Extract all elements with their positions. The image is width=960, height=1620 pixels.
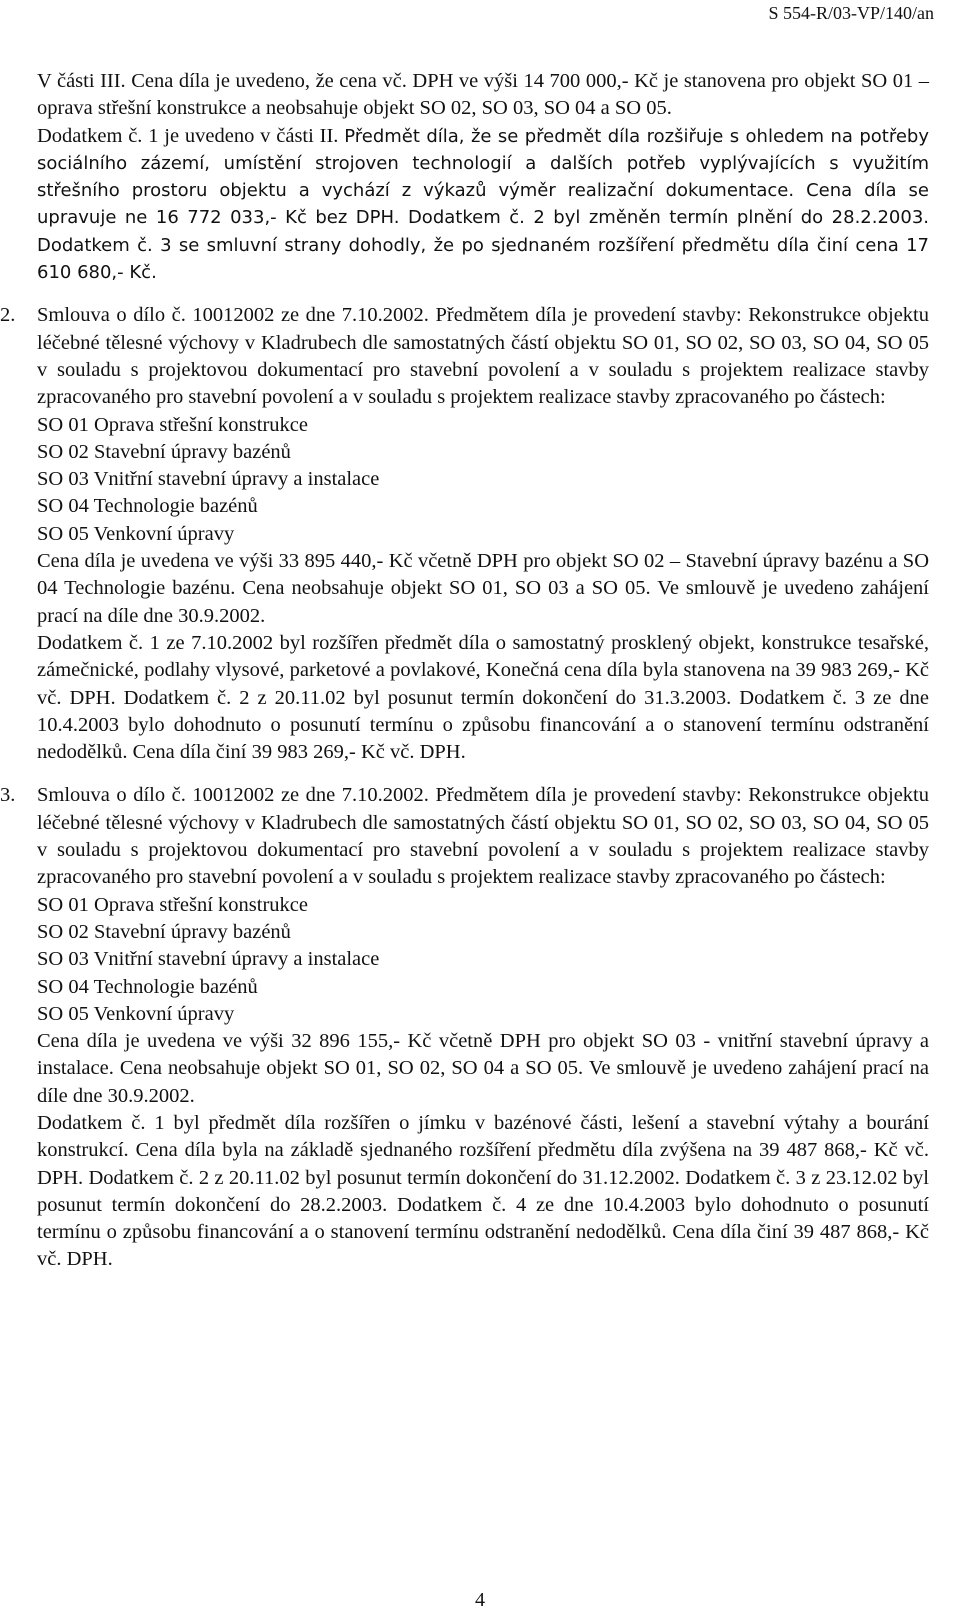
list-item: SO 04 Technologie bazénů <box>37 495 258 518</box>
intro-paragraph-1: V části III. Cena díla je uvedeno, že cena vč. DPH ve výši 14 700 000,- Kč je stanovena pro objekt SO 01 – oprava střešní konstrukce a neobsahuje objekt SO 02, SO 03, SO 04 a SO 05. <box>37 70 929 120</box>
intro-paragraph-2 <box>37 123 929 287</box>
item-body <box>37 782 929 1273</box>
list-item: SO 05 Venkovní úpravy <box>37 1002 235 1025</box>
building-object-list <box>37 412 929 548</box>
amendments-paragraph: Dodatkem č. 1 ze 7.10.2002 byl rozšířen předmět díla o samostatný prosklený objekt, konstrukce tesařské, zámečnické, podlahy vlysové, parketové a povlakové, Konečná cena díla byla stanovena na 39 983 269,- Kč vč. DPH. Dodatkem č. 2 z 20.11.02 byl posunut termín dokončení do 31.3.2003. Dodatkem č. 3 ze dne 10.4.2003 bylo dohodnuto o posunutí termínu o způsobu financování a o stanovení termínu odstranění nedodělků. Cena díla činí 39 983 269,- Kč vč. DPH. <box>37 631 929 764</box>
intro-paragraph-2-lead: Dodatkem č. 1 je uvedeno v části II. <box>37 124 339 147</box>
document-body <box>0 68 929 1274</box>
list-item: SO 01 Oprava střešní konstrukce <box>37 893 309 916</box>
list-item: SO 02 Stavební úpravy bazénů <box>37 920 291 943</box>
price-paragraph: Cena díla je uvedena ve výši 33 895 440,- Kč včetně DPH pro objekt SO 02 – Stavební úpravy bazénu a SO 04 Technologie bazénu. Cena neobsahuje objekt SO 01, SO 03 a SO 05. Ve smlouvě je uvedeno zahájení prací na díle dne 30.9.2002. <box>37 550 929 627</box>
list-item: SO 03 Vnitřní stavební úpravy a instalace <box>37 948 380 971</box>
building-object-list <box>37 892 929 1028</box>
numbered-item-3 <box>0 782 929 1273</box>
numbered-item-2 <box>0 302 929 766</box>
spacer <box>37 766 929 782</box>
item-description: Smlouva o dílo č. 10012002 ze dne 7.10.2002. Předmětem díla je provedení stavby: Rekonstrukce objektu léčebné tělesné výchovy v Kladrubech dle samostatných částí objektu SO 01, SO 02, SO 03, SO 04, SO 05 v souladu s projektovou dokumentací pro stavební povolení a v souladu s projektem realizace stavby zpracovaného pro stavební povolení a v souladu s projektem realizace stavby zpracovaného po částech: <box>37 784 929 889</box>
document-reference: S 554-R/03-VP/140/an <box>768 3 934 23</box>
intro-paragraph-2-body: Předmět díla, že se předmět díla rozšiřuje s ohledem na potřeby sociálního zázemí, umístění strojoven technologií a dalších potřeb vyplývajících s využitím střešního prostoru objektu a vychází z výkazů výměr realizační dokumentace. Cena díla se upravuje ne 16 772 033,- Kč bez DPH. Dodatkem č. 2 byl změněn termín plnění do 28.2.2003. Dodatkem č. 3 se smluvní strany dohodly, že po sjednaném rozšíření předmětu díla činí cena 17 610 680,- Kč. <box>37 125 929 284</box>
list-item: SO 05 Venkovní úpravy <box>37 522 235 545</box>
page-number: 4 <box>475 1589 485 1611</box>
item-number: 2. <box>0 304 16 327</box>
item-description: Smlouva o dílo č. 10012002 ze dne 7.10.2002. Předmětem díla je provedení stavby: Rekonstrukce objektu léčebné tělesné výchovy v Kladrubech dle samostatných částí objektu SO 01, SO 02, SO 03, SO 04, SO 05 v souladu s projektovou dokumentací pro stavební povolení a v souladu s projektem realizace stavby zpracovaného pro stavební povolení a v souladu s projektem realizace stavby zpracovaného po částech: <box>37 304 929 409</box>
list-item: SO 04 Technologie bazénů <box>37 975 258 998</box>
spacer <box>37 286 929 302</box>
list-item: SO 01 Oprava střešní konstrukce <box>37 413 309 436</box>
list-item: SO 02 Stavební úpravy bazénů <box>37 440 291 463</box>
item-body <box>37 302 929 766</box>
price-paragraph: Cena díla je uvedena ve výši 32 896 155,- Kč včetně DPH pro objekt SO 03 - vnitřní stavební úpravy a instalace. Cena neobsahuje objekt SO 01, SO 02, SO 04 a SO 05. Ve smlouvě je uvedeno zahájení prací na díle dne 30.9.2002. <box>37 1030 929 1107</box>
list-item: SO 03 Vnitřní stavební úpravy a instalace <box>37 468 380 491</box>
item-number: 3. <box>0 784 16 807</box>
amendments-paragraph: Dodatkem č. 1 byl předmět díla rozšířen o jímku v bazénové části, lešení a stavební výtahy a bourání konstrukcí. Cena díla byla na základě sjednaného rozšíření předmětu díla zvýšena na 39 487 868,- Kč vč. DPH. Dodatkem č. 2 z 20.11.02 byl posunut termín dokončení do 31.12.2002. Dodatkem č. 3 z 23.12.02 byl posunut termín dokončení do 28.2.2003. Dodatkem č. 4 ze dne 10.4.2003 bylo dohodnuto o posunutí termínu o způsobu financování a o stanovení termínu odstranění nedodělků. Cena díla činí 39 487 868,- Kč vč. DPH. <box>37 1111 929 1271</box>
